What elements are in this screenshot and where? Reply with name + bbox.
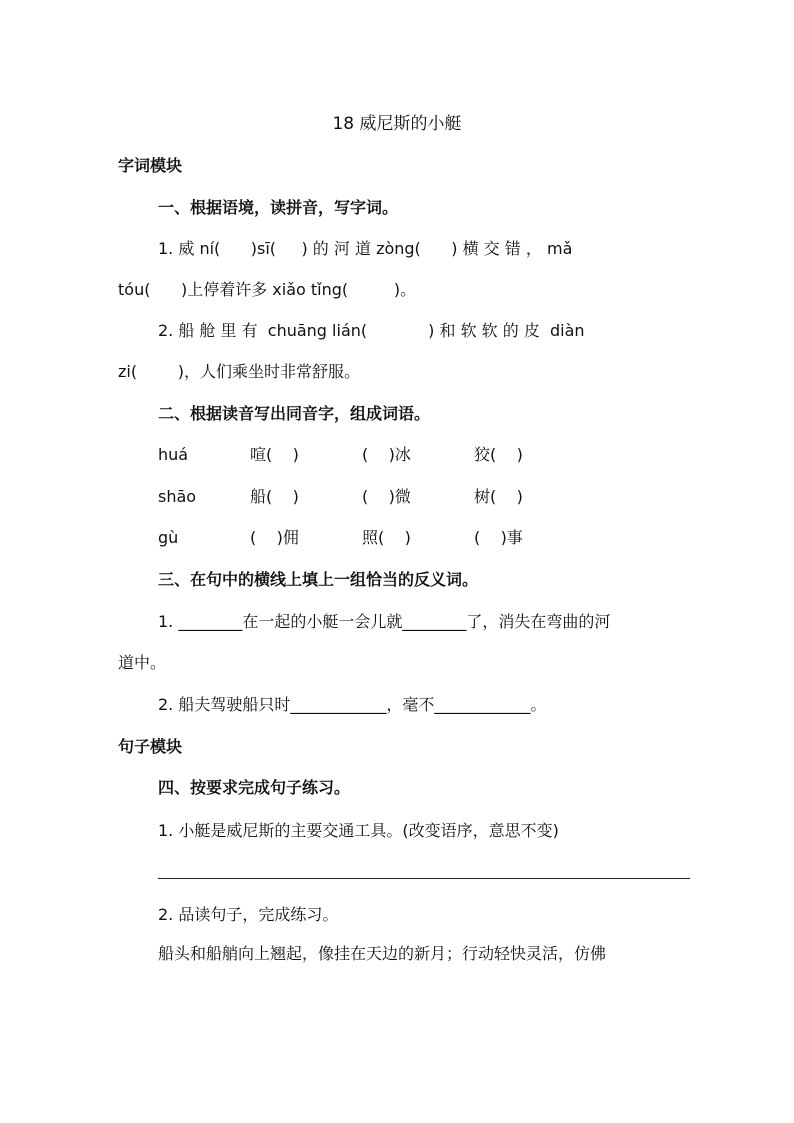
- page-title: 18 威尼斯的小艇: [332, 114, 462, 134]
- question-3-item-1-line-1: 1. ________在一起的小艇一会儿就________了，消失在弯曲的河: [158, 612, 611, 631]
- question-1-item-2-line-1: 2. 船 舱 里 有 chuāng lián( ) 和 软 软 的 皮 diàn: [158, 321, 585, 340]
- pinyin-cell: huá: [158, 445, 189, 464]
- question-1-item-2-line-2: zi( )，人们乘坐时非常舒服。: [118, 362, 361, 381]
- pinyin-cell: shāo: [158, 487, 197, 506]
- homophone-blank-cell: 船( ): [250, 487, 299, 506]
- homophone-blank-cell: 照( ): [362, 528, 411, 547]
- pinyin-cell: gù: [158, 528, 179, 547]
- homophone-blank-cell: ( )佣: [250, 528, 299, 547]
- homophone-blank-cell: ( )微: [362, 487, 411, 506]
- question-4-item-1: 1. 小艇是威尼斯的主要交通工具。(改变语序，意思不变): [158, 821, 559, 840]
- section-heading-sentences: 句子模块: [118, 737, 183, 756]
- question-2-heading: 二、根据读音写出同音字，组成词语。: [158, 404, 431, 423]
- homophone-blank-cell: 树( ): [474, 487, 523, 506]
- question-4-heading: 四、按要求完成句子练习。: [158, 778, 351, 797]
- homophone-blank-cell: ( )事: [474, 528, 523, 547]
- question-3-item-1-line-2: 道中。: [118, 653, 167, 672]
- homophone-blank-cell: ( )冰: [362, 445, 411, 464]
- question-4-item-2: 2. 品读句子，完成练习。: [158, 905, 339, 924]
- question-1-item-1-line-2: tóu( )上停着许多 xiǎo tǐng( )。: [118, 280, 417, 299]
- question-1-heading: 一、根据语境，读拼音，写字词。: [158, 198, 399, 217]
- question-3-item-2: 2. 船夫驾驶船只时____________，毫不____________。: [158, 695, 547, 714]
- question-4-item-2-passage: 船头和船艄向上翘起，像挂在天边的新月；行动轻快灵活，仿佛: [158, 944, 607, 963]
- answer-line: [158, 878, 690, 879]
- section-heading-words: 字词模块: [118, 156, 183, 175]
- question-1-item-1-line-1: 1. 威 ní( )sī( ) 的 河 道 zòng( ) 横 交 错 ， mǎ: [158, 239, 573, 258]
- question-3-heading: 三、在句中的横线上填上一组恰当的反义词。: [158, 570, 479, 589]
- homophone-blank-cell: 狡( ): [474, 445, 523, 464]
- homophone-blank-cell: 喧( ): [250, 445, 299, 464]
